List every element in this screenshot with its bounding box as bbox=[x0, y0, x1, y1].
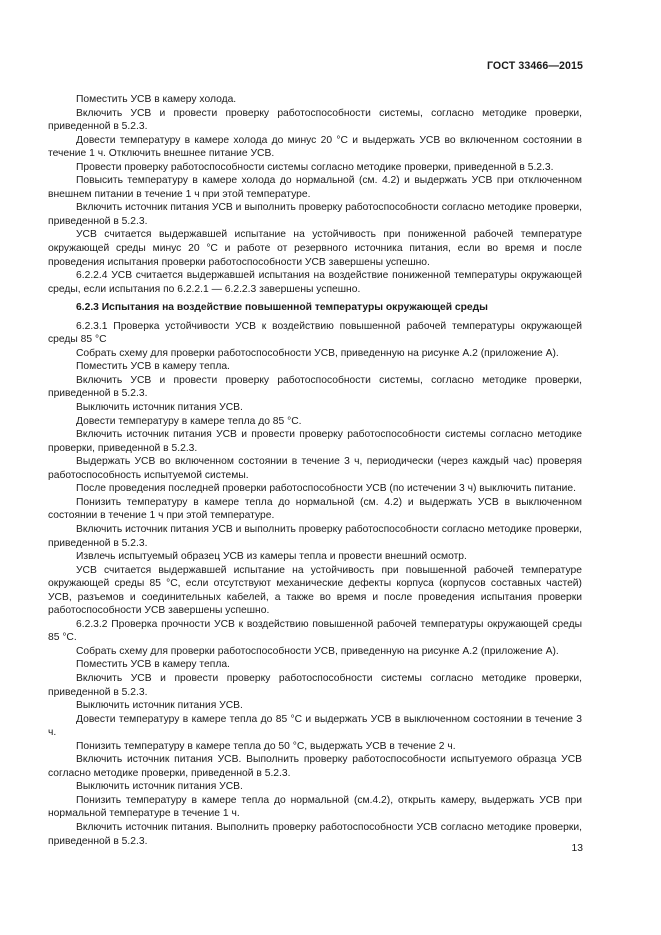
paragraph: Понизить температуру в камере тепла до 50 °С, выдержать УСВ в течение 2 ч. bbox=[76, 740, 456, 752]
paragraph: Включить источник питания УСВ и выполнить проверку работоспособности согласно методике проверки, приведенной в 5.2.3. bbox=[48, 523, 582, 549]
paragraph: Довести температуру в камере холода до минус 20 °С и выдержать УСВ во включенном состоянии в течение 1 ч. Отключить внешнее питание УСВ. bbox=[48, 134, 582, 160]
paragraph: Включить УСВ и провести проверку работоспособности системы, согласно методике проверки, приведенной в 5.2.3. bbox=[48, 107, 582, 133]
paragraph: Включить источник питания УСВ. Выполнить проверку работоспособности испытуемого образца УСВ согласно методике проверки, приведенной в 5.2.3. bbox=[48, 754, 582, 779]
paragraph: Включить УСВ и провести проверку работоспособности системы согласно методике проверки, приведенной в 5.2.3. bbox=[48, 672, 582, 698]
paragraph: УСВ считается выдержавшей испытание на устойчивость при повышенной рабочей температуре окружающей среды 85 °С, если отсутствуют механические дефекты корпуса (корпусов составных частей) УСВ, разъемов и соединительных кабелей, а также во время и после проведения испытания проверки работоспособности УСВ завершены успешно. bbox=[48, 564, 582, 617]
paragraph: Понизить температуру в камере тепла до нормальной (см.4.2), открыть камеру, выдержать УСВ при нормальной температуре в течение 1 ч. bbox=[48, 794, 582, 820]
paragraph: 6.2.3.1 Проверка устойчивости УСВ к воздействию повышенной рабочей температуры окружающей среды 85 °С bbox=[48, 320, 582, 346]
paragraph: Собрать схему для проверки работоспособности УСВ, приведенную на рисунке А.2 (приложение А). bbox=[76, 347, 559, 359]
paragraph: Поместить УСВ в камеру тепла. bbox=[76, 361, 230, 373]
page-number: 13 bbox=[571, 843, 583, 854]
paragraph: Включить УСВ и провести проверку работоспособности системы, согласно методике проверки, приведенной в 5.2.3. bbox=[48, 374, 582, 400]
paragraph: 6.2.2.4 УСВ считается выдержавшей испытания на воздействие пониженной температуры окружающей среды, если испытания по 6.2.2.1 — 6.2.2.3 завершены успешно. bbox=[48, 270, 582, 295]
document-body bbox=[48, 93, 582, 848]
paragraph: Включить источник питания УСВ и провести проверку работоспособности системы согласно методике проверки, приведенной в 5.2.3. bbox=[48, 429, 582, 454]
paragraph: Поместить УСВ в камеру тепла. bbox=[76, 659, 230, 671]
paragraph: Довести температуру в камере тепла до 85 °С. bbox=[76, 415, 302, 427]
paragraph: Выдержать УСВ во включенном состоянии в течение 3 ч, периодически (через каждый час) проверяя работоспособность испытуемой системы. bbox=[48, 456, 582, 481]
paragraph: Выключить источник питания УСВ. bbox=[76, 700, 243, 712]
paragraph: Повысить температуру в камере холода до нормальной (см. 4.2) и выдержать УСВ при отключенном внешнем питании в течение 1 ч при этой температуре. bbox=[48, 175, 582, 200]
paragraph: Выключить источник питания УСВ. bbox=[76, 781, 243, 793]
section-heading: 6.2.3 Испытания на воздействие повышенной температуры окружающей среды bbox=[76, 302, 488, 314]
paragraph: Извлечь испытуемый образец УСВ из камеры тепла и провести внешний осмотр. bbox=[76, 551, 467, 563]
paragraph: Понизить температуру в камере тепла до нормальной (см. 4.2) и выдержать УСВ в выключенном состоянии в течение 1 ч при этой температуре. bbox=[48, 496, 582, 522]
paragraph: Довести температуру в камере тепла до 85 °С и выдержать УСВ в выключенном состоянии в течение 3 ч. bbox=[48, 713, 582, 739]
paragraph: После проведения последней проверки работоспособности УСВ (по истечении 3 ч) выключить питание. bbox=[76, 483, 577, 495]
document-header: ГОСТ 33466—2015 bbox=[486, 60, 583, 72]
paragraph: Включить источник питания. Выполнить проверку работоспособности УСВ согласно методике проверки, приведенной в 5.2.3. bbox=[48, 821, 582, 847]
paragraph: Поместить УСВ в камеру холода. bbox=[76, 94, 237, 105]
paragraph: УСВ считается выдержавшей испытание на устойчивость при пониженной рабочей температуре окружающей среды минус 20 °С и работе от резервного источника питания, если во время и после проведения испытания проверки работоспособности УСВ завершены успешно. bbox=[48, 229, 582, 268]
paragraph: Включить источник питания УСВ и выполнить проверку работоспособности согласно методике проверки, приведенной в 5.2.3. bbox=[48, 202, 582, 227]
paragraph: Выключить источник питания УСВ. bbox=[76, 402, 243, 414]
paragraph: Провести проверку работоспособности системы согласно методике проверки, приведенной в 5.2.3. bbox=[76, 161, 554, 173]
paragraph: 6.2.3.2 Проверка прочности УСВ к воздействию повышенной рабочей температуры окружающей среды 85 °С. bbox=[48, 618, 582, 644]
paragraph: Собрать схему для проверки работоспособности УСВ, приведенную на рисунке А.2 (приложение А). bbox=[76, 645, 559, 657]
